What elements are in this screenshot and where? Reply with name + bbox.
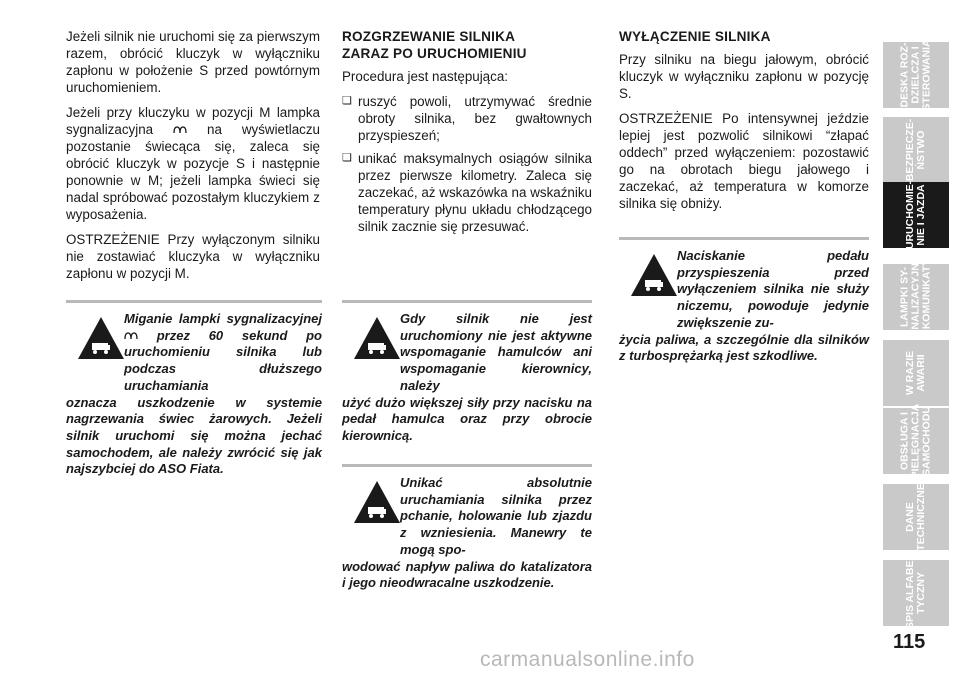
section-heading: WYŁĄCZENIE SILNIKA	[619, 29, 771, 44]
tab-maintenance[interactable]: OBSŁUGA I PIELĘGNACJA SAMOCHODU	[883, 408, 949, 474]
paragraph: OSTRZEŻENIE Po intensywnej jeździe lepiej jest pozwolić silnikowi “złapać oddech” przed wyłączeniem: pozostawić go na obrotach biegu jałowego i zaczekać, aż temperatura w komorze silnika się obniży.	[619, 111, 869, 211]
warning-text: wodować napływ paliwa do katalizatora i jego nieodwracalne uszkodzenie.	[342, 558, 592, 591]
warning-text: Miganie lampki sygnalizacyjnej	[124, 311, 322, 326]
warning-box	[342, 464, 592, 592]
tab-dashboard-controls[interactable]: DESKA ROZ- DZIELCZA I STEROWANIA	[883, 42, 949, 108]
warning-text: życia paliwa, a szczególnie dla silników z turbosprężarką jest szkodliwe.	[619, 331, 869, 364]
column-2	[342, 28, 592, 241]
warning-box	[66, 300, 322, 478]
column-1	[66, 28, 320, 290]
glow-plug-icon	[124, 332, 138, 340]
warning-text: oznacza uszkodzenie w systemie nagrzewania świec żarowych. Jeżeli silnik uruchomi się można jechać samochodem, ale należy zwrócić się jak najszybciej do ASO Fiata.	[66, 394, 322, 477]
list-item: ❏ ruszyć powoli, utrzymywać średnie obroty silnika, bez gwałtownych przyspieszeń;	[342, 93, 592, 144]
warning-text: Naciskanie pedału przyspieszenia przed wyłączeniem silnika nie służy niczemu, powoduje jedynie zwiększenie zu-	[677, 248, 869, 330]
tab-starting-driving[interactable]: URUCHOMIE- NIE I JAZDA	[883, 182, 949, 248]
warning-triangle-icon	[352, 315, 402, 361]
warning-text: przez 60 sekund po uruchomieniu silnika lub podczas dłuższego uruchamiania	[124, 327, 322, 393]
tab-emergency[interactable]: W RAZIE AWARII	[883, 340, 949, 406]
watermark: carmanualsonline.info	[480, 648, 695, 671]
bullet-list	[342, 93, 592, 235]
warning-box	[342, 300, 592, 445]
tab-safety[interactable]: BEZPIECZE- ŃSTWO	[883, 117, 949, 183]
paragraph: Procedura jest następująca:	[342, 69, 508, 84]
paragraph: Jeżeli silnik nie uruchomi się za pierwszym razem, obrócić kluczyk w wyłączniku zapłonu w położenie S przed powtórnym uruchomieniem.	[66, 29, 320, 95]
section-heading: ROZGRZEWANIE SILNIKA ZARAZ PO URUCHOMIENIU	[342, 29, 527, 61]
paragraph: OSTRZEŻENIE Przy wyłączonym silniku nie zostawiać kluczyka w wyłączniku zapłonu w pozycji M.	[66, 232, 320, 281]
list-item: ❏ unikać maksymalnych osiągów silnika przez pierwsze kilometry. Zaleca się zaczekać, aż wskazówka na wskaźniku temperatury płynu układu chłodzącego silnik zacznie się przesuwać.	[342, 150, 592, 235]
warning-triangle-icon	[352, 479, 402, 525]
warning-box	[619, 237, 869, 365]
glow-plug-icon	[173, 126, 187, 134]
paragraph: Przy silniku na biegu jałowym, obrócić kluczyk w wyłączniku zapłonu w pozycję S.	[619, 52, 869, 101]
warning-text: Gdy silnik nie jest uruchomiony nie jest aktywne wspomaganie hamulców ani wspomaganie kierownicy, należy	[400, 311, 592, 393]
paragraph: Jeżeli przy kluczyku w pozycji M lampka sygnalizacyjna na wyświetlaczu pozostanie świecąca się, zaleca się obrócić kluczyk w pozycje S i następnie ponownie w M; jeżeli lampka świeci się nadal spróbować pozostałym kluczykiem z wyposażenia.	[66, 105, 320, 222]
page-number: 115	[893, 631, 926, 653]
tab-warning-lights[interactable]: LAMPKI SY- GNALIZACYJNE I KOMUNIKATY	[883, 264, 949, 330]
tab-technical-data[interactable]: DANE TECHNICZNE	[883, 484, 949, 550]
warning-triangle-icon	[76, 315, 126, 361]
warning-text: użyć dużo większej siły przy nacisku na pedał hamulca oraz przy obrocie kierownicą.	[342, 394, 592, 443]
warning-text: Unikać absolutnie uruchamiania silnika przez pchanie, holowanie lub zjazdu z wzniesienia. Manewry te mogą spo-	[400, 475, 592, 557]
column-3	[619, 28, 869, 220]
warning-triangle-icon	[629, 252, 679, 298]
tab-index[interactable]: SPIS ALFABE- TYCZNY	[883, 560, 949, 626]
